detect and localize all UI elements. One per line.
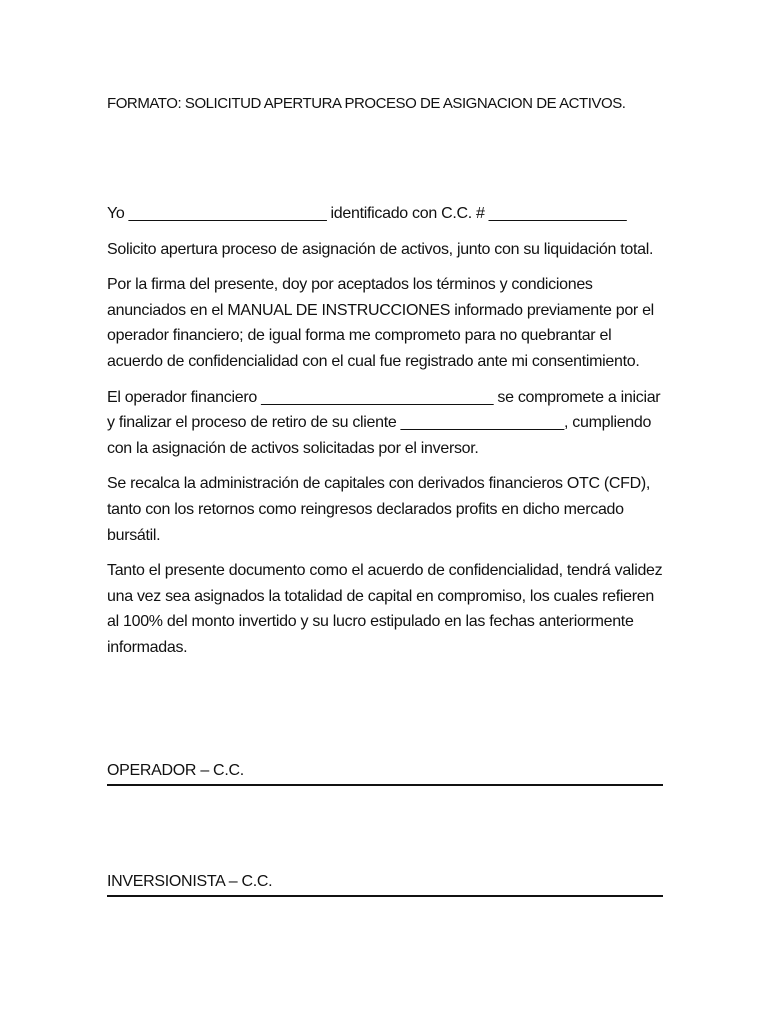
investor-signature-line bbox=[107, 895, 663, 897]
paragraph-acceptance: Por la firma del presente, doy por aceptados los términos y condiciones anunciados en el MANUAL DE INSTRUCCIONES informado previamente por el operador financiero; de igual forma me comprometo para no quebrantar el acuerdo de confidencialidad con el cual fue registrado ante mi consentimiento. bbox=[107, 276, 654, 370]
investor-signature-label: INVERSIONISTA – C.C. bbox=[107, 873, 273, 890]
operator-signature-line bbox=[107, 784, 663, 786]
document-body bbox=[107, 201, 667, 671]
operator-signature-label: OPERADOR – C.C. bbox=[107, 762, 244, 779]
document-title: FORMATO: SOLICITUD APERTURA PROCESO DE ASIGNACION DE ACTIVOS. bbox=[107, 95, 626, 112]
investor-signature-block bbox=[107, 871, 663, 897]
paragraph-identification: Yo _______________________ identificado con C.C. # ________________ bbox=[107, 205, 627, 222]
paragraph-request: Solicito apertura proceso de asignación de activos, junto con su liquidación total. bbox=[107, 240, 654, 258]
paragraph-capital-administration: Se recalca la administración de capitales con derivados financieros OTC (CFD), tanto con los retornos como reingresos declarados profits en dicho mercado bursátil. bbox=[107, 475, 651, 544]
paragraph-validity: Tanto el presente documento como el acuerdo de confidencialidad, tendrá validez una vez sea asignados la totalidad de capital en compromiso, los cuales refieren al 100% del monto invertido y su lucro estipulado en las fechas anteriormente informadas. bbox=[107, 562, 663, 656]
paragraph-operator-commitment: El operador financiero ___________________________ se compromete a iniciar y finalizar el proceso de retiro de su cliente ___________________, cumpliendo con la asignación de activos solicitadas por el inversor. bbox=[107, 388, 661, 457]
operator-signature-block bbox=[107, 760, 663, 786]
